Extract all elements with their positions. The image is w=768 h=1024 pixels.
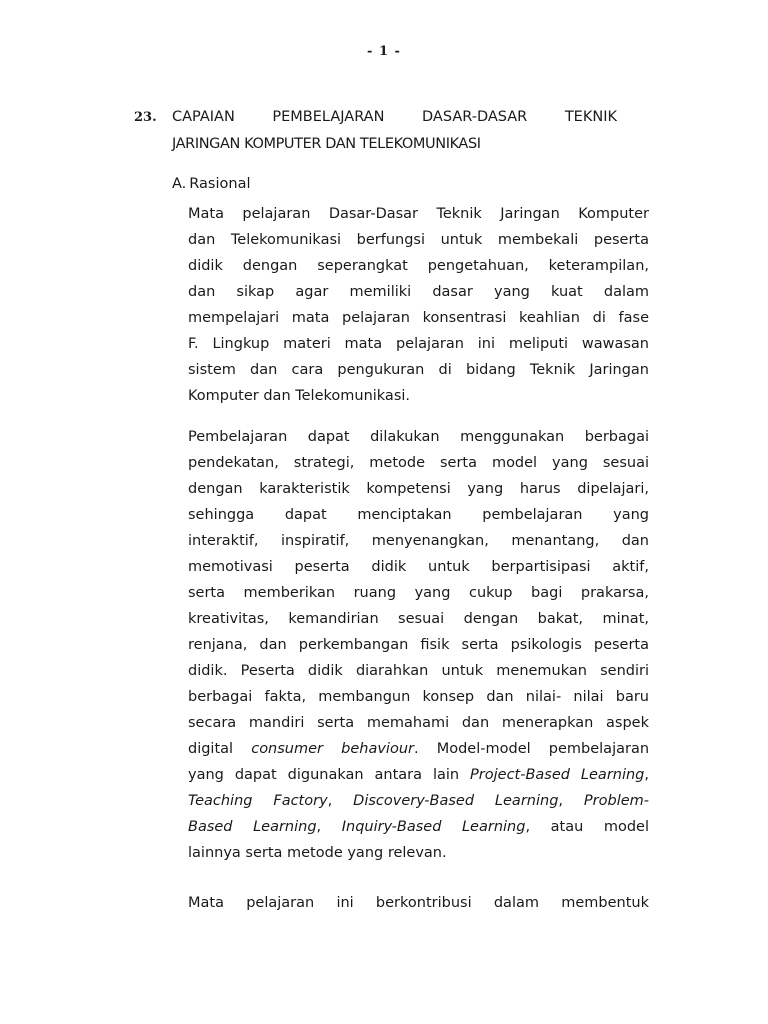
paragraph-line: Mata pelajaran Dasar-Dasar Teknik Jaringan Komputer	[188, 206, 649, 222]
text-run: digital	[188, 741, 234, 757]
subsection-heading	[172, 174, 250, 194]
paragraph-line: renjana, dan perkembangan fisik serta psikologis peserta	[188, 637, 649, 653]
section-title-line-1: CAPAIAN PEMBELAJARAN DASAR-DASAR TEKNIK	[172, 109, 617, 125]
paragraph-line	[188, 736, 649, 762]
paragraph-line: berbagai fakta, membangun konsep dan nilai- nilai baru	[188, 689, 649, 705]
paragraph-line: secara mandiri serta memahami dan menerapkan aspek	[188, 715, 649, 731]
paragraph-line: dengan karakteristik kompetensi yang harus dipelajari,	[188, 481, 649, 497]
section-title-line-2: JARINGAN KOMPUTER DAN TELEKOMUNIKASI	[172, 136, 481, 152]
italic-term: consumer behaviour	[251, 741, 414, 757]
text-run: ,	[558, 793, 564, 809]
paragraph-line	[188, 814, 649, 840]
paragraph-line: dan Telekomunikasi berfungsi untuk membekali peserta	[188, 232, 649, 248]
paragraph-line	[188, 762, 649, 788]
paragraph-line: dan sikap agar memiliki dasar yang kuat dalam	[188, 284, 649, 300]
paragraph-line: didik dengan seperangkat pengetahuan, keterampilan,	[188, 258, 649, 274]
paragraph-line: F. Lingkup materi mata pelajaran ini meliputi wawasan	[188, 336, 649, 352]
subsection-title: Rasional	[189, 176, 251, 192]
paragraph-line: interaktif, inspiratif, menyenangkan, menantang, dan	[188, 533, 649, 549]
italic-term: Discovery-Based Learning	[353, 793, 559, 809]
subsection-letter: A.	[172, 176, 187, 192]
paragraph-line: Mata pelajaran ini berkontribusi dalam membentuk	[188, 895, 649, 911]
paragraph-line: Komputer dan Telekomunikasi.	[188, 388, 411, 404]
text-run: , atau model	[525, 819, 649, 835]
page-number: - 1 -	[367, 44, 401, 59]
italic-term: Project-Based Learning	[470, 767, 645, 783]
italic-term: Inquiry-Based Learning	[341, 819, 526, 835]
paragraph-line: sehingga dapat menciptakan pembelajaran yang	[188, 507, 649, 523]
italic-term: Teaching Factory	[188, 793, 328, 809]
italic-term: Based Learning	[188, 819, 317, 835]
paragraph-line: lainnya serta metode yang relevan.	[188, 845, 447, 861]
paragraph-line: kreativitas, kemandirian sesuai dengan bakat, minat,	[188, 611, 649, 627]
text-run: yang dapat digunakan antara lain	[188, 767, 460, 783]
text-run: . Model-model pembelajaran	[413, 741, 650, 757]
paragraph-line: mempelajari mata pelajaran konsentrasi keahlian di fase	[188, 310, 649, 326]
paragraph-line: memotivasi peserta didik untuk berpartisipasi aktif,	[188, 559, 649, 575]
paragraph-line: serta memberikan ruang yang cukup bagi prakarsa,	[188, 585, 649, 601]
paragraph-line: Pembelajaran dapat dilakukan menggunakan berbagai	[188, 429, 649, 445]
text-run: ,	[316, 819, 322, 835]
italic-term: Problem-	[583, 793, 650, 809]
paragraph-line: sistem dan cara pengukuran di bidang Teknik Jaringan	[188, 362, 649, 378]
text-run: ,	[644, 767, 649, 783]
paragraph-line: pendekatan, strategi, metode serta model yang sesuai	[188, 455, 649, 471]
section-number: 23.	[134, 110, 157, 125]
text-run: ,	[327, 793, 333, 809]
paragraph-line	[188, 788, 649, 814]
paragraph-line: didik. Peserta didik diarahkan untuk menemukan sendiri	[188, 663, 649, 679]
